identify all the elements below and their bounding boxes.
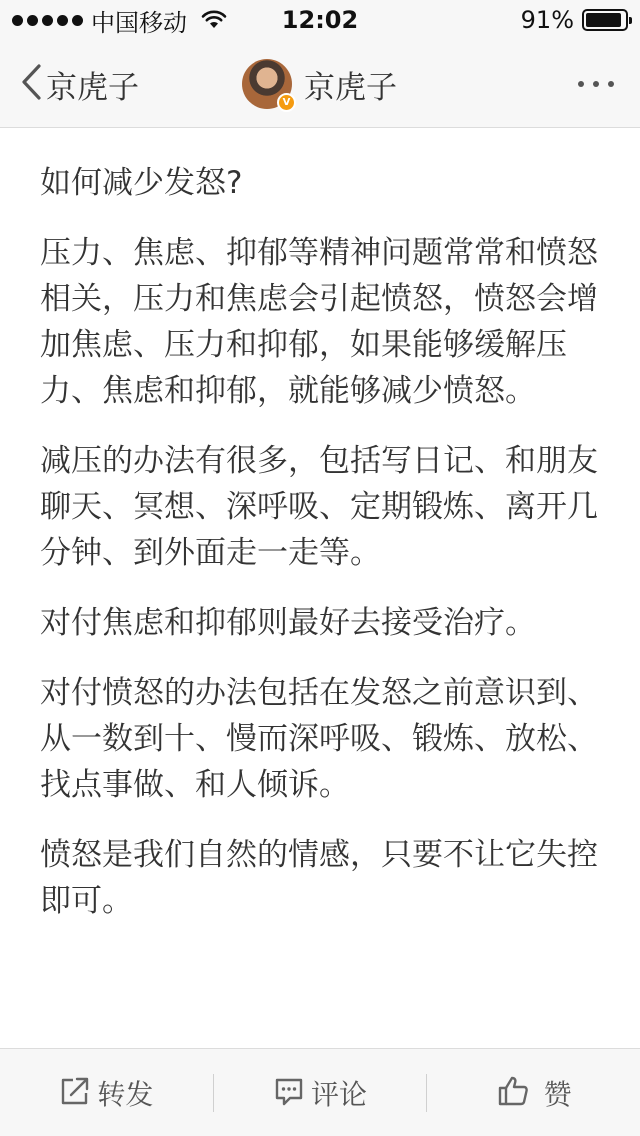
article-paragraph: 愤怒是我们自然的情感，只要不让它失控即可。 bbox=[40, 837, 598, 919]
battery-percent: 91% bbox=[520, 6, 574, 34]
chevron-left-icon bbox=[20, 63, 42, 105]
status-bar bbox=[0, 0, 640, 40]
back-button[interactable] bbox=[20, 40, 139, 128]
comment-icon bbox=[273, 1075, 305, 1111]
repost-button[interactable] bbox=[0, 1049, 213, 1136]
comment-button[interactable] bbox=[214, 1049, 427, 1136]
battery-icon bbox=[582, 9, 628, 31]
repost-label: 转发 bbox=[97, 1077, 154, 1111]
battery-fill bbox=[586, 13, 621, 27]
carrier-name: 中国移动 bbox=[91, 8, 187, 37]
verified-badge: V bbox=[277, 93, 296, 112]
status-right bbox=[521, 0, 628, 40]
action-toolbar bbox=[0, 1048, 640, 1136]
back-label: 京虎子 bbox=[46, 69, 139, 106]
thumbs-up-icon bbox=[496, 1074, 530, 1112]
status-time: 12:02 bbox=[281, 6, 359, 34]
nav-user[interactable] bbox=[242, 40, 397, 128]
page-title: 京虎子 bbox=[304, 69, 397, 106]
article-paragraph: 压力、焦虑、抑郁等精神问题常常和愤怒相关，压力和焦虑会引起愤怒，愤怒会增加焦虑、压力和抑郁，如果能够缓解压力、焦虑和抑郁，就能够减少愤怒。 bbox=[40, 235, 598, 409]
more-dots-icon bbox=[578, 81, 584, 87]
nav-bar bbox=[0, 40, 640, 128]
like-button[interactable] bbox=[427, 1049, 640, 1136]
more-button[interactable] bbox=[578, 40, 614, 128]
article-paragraph: 如何减少发怒? bbox=[40, 165, 243, 201]
share-icon bbox=[59, 1075, 91, 1111]
avatar[interactable] bbox=[242, 59, 292, 109]
comment-label: 评论 bbox=[311, 1077, 368, 1111]
like-label: 赞 bbox=[543, 1077, 572, 1111]
article-paragraph: 对付愤怒的办法包括在发怒之前意识到、从一数到十、慢而深呼吸、锻炼、放松、找点事做、和人倾诉。 bbox=[40, 675, 598, 803]
article-paragraph: 减压的办法有很多，包括写日记、和朋友聊天、冥想、深呼吸、定期锻炼、离开几分钟、到外面走一走等。 bbox=[40, 443, 598, 571]
article-body bbox=[40, 160, 606, 948]
article-paragraph: 对付焦虑和抑郁则最好去接受治疗。 bbox=[40, 605, 536, 641]
